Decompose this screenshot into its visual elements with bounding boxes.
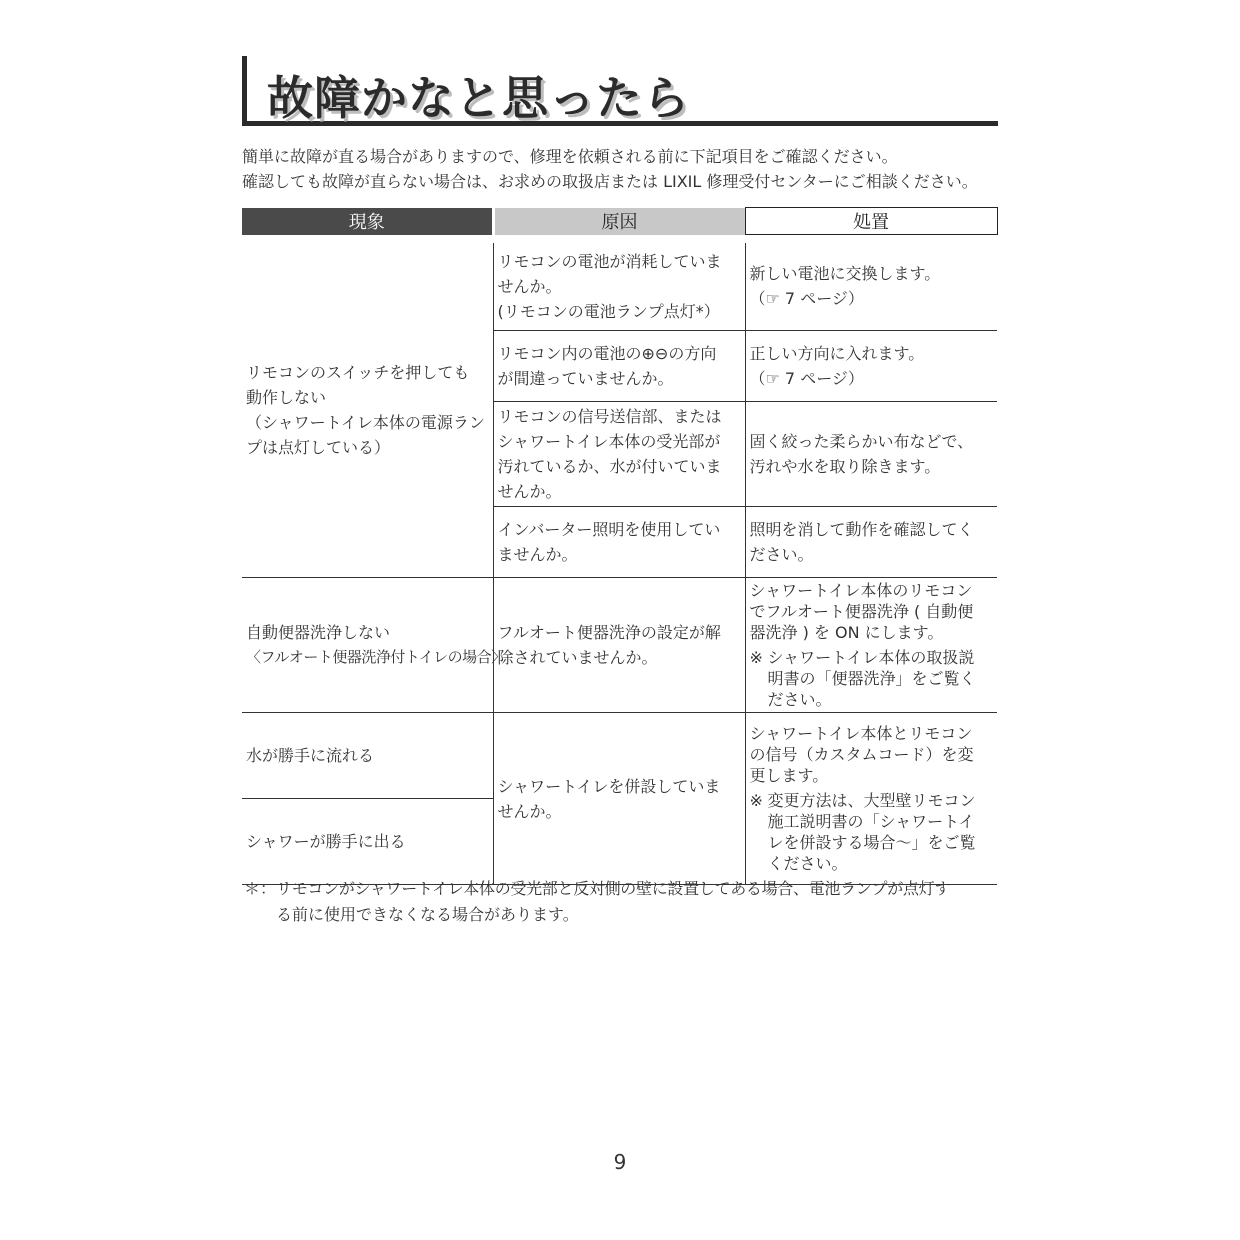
cause-battery-low: リモコンの電池が消耗していま せんか。 (リモコンの電池ランプ点灯*） — [493, 243, 745, 331]
cause-auto-flush-disabled: フルオート便器洗浄の設定が解 除されていませんか。 — [493, 578, 745, 713]
header-symptom: 現象 — [242, 208, 493, 235]
intro-text — [242, 144, 1002, 194]
table-row — [242, 243, 997, 331]
remedy-wipe-clean: 固く絞った柔らかい布などで、 汚れや水を取り除きます。 — [745, 402, 997, 507]
intro-line-2: 確認しても故障が直らない場合は、お求めの取扱店または LIXIL 修理受付センターにご相談ください。 — [242, 172, 978, 191]
remedy-correct-direction: 正しい方向に入れます。 （☞ 7 ページ） — [745, 331, 997, 402]
header-remedy: 処置 — [745, 208, 997, 235]
cause-multiple-toilets: シャワートイレを併設していま せんか。 — [493, 713, 745, 885]
troubleshooting-table — [242, 207, 998, 885]
table-row — [242, 713, 997, 799]
symptom-no-auto-flush: 自動便器洗浄しない 〈フルオート便器洗浄付トイレの場合〉 — [242, 578, 493, 713]
symptom-remote-no-response: リモコンのスイッチを押しても 動作しない （シャワートイレ本体の電源ラン プは点灯している） — [242, 243, 493, 578]
page-title: 故障かなと思ったら — [267, 71, 690, 125]
remedy-turn-off-light: 照明を消して動作を確認してく ださい。 — [745, 507, 997, 578]
table-header-row — [242, 208, 997, 235]
remedy-note: ※ 変更方法は、大型壁リモコン 施工説明書の「シャワートイ レを併設する場合〜」をご覧 ください。 — [749, 791, 976, 873]
remedy-note: ※ シャワートイレ本体の取扱説 明書の「便器洗浄」をご覧く ださい。 — [749, 648, 976, 709]
intro-line-1: 簡単に故障が直る場合がありますので、修理を依頼される前に下記項目をご確認ください。 — [242, 147, 898, 166]
remedy-replace-battery: 新しい電池に交換します。 （☞ 7 ページ） — [745, 243, 997, 331]
remedy-change-custom-code: シャワートイレ本体とリモコン の信号（カスタムコード）を変 更します。 ※ 変更方法は、大型壁リモコン 施工説明書の「シャワートイ レを併設する場合〜」をご覧 ください。 — [745, 713, 997, 885]
table-row — [242, 578, 997, 713]
symptom-shower-runs: シャワーが勝手に出る — [242, 799, 493, 885]
cause-battery-direction: リモコン内の電池の⊕⊖の方向 が間違っていませんか。 — [493, 331, 745, 402]
remedy-enable-auto-flush: シャワートイレ本体のリモコン でフルオート便器洗浄 ( 自動便 器洗浄 ) を ON にします。 ※ シャワートイレ本体の取扱説 明書の「便器洗浄」をご覧く ださい。 — [745, 578, 997, 713]
title-bar — [242, 56, 998, 126]
page-number: 9 — [613, 1150, 627, 1174]
footnote-mark: ＊： — [244, 879, 277, 898]
cause-inverter-lighting: インバーター照明を使用してい ませんか。 — [493, 507, 745, 578]
symptom-water-flows: 水が勝手に流れる — [242, 713, 493, 799]
cause-sensor-dirty: リモコンの信号送信部、または シャワートイレ本体の受光部が 汚れているか、水が付いていま せんか。 — [493, 402, 745, 507]
footnote: ＊： リモコンがシャワートイレ本体の受光部と反対側の壁に設置してある場合、電池ランプが点灯す る前に使用できなくなる場合があります。 — [244, 876, 1000, 928]
header-cause: 原因 — [493, 208, 745, 235]
